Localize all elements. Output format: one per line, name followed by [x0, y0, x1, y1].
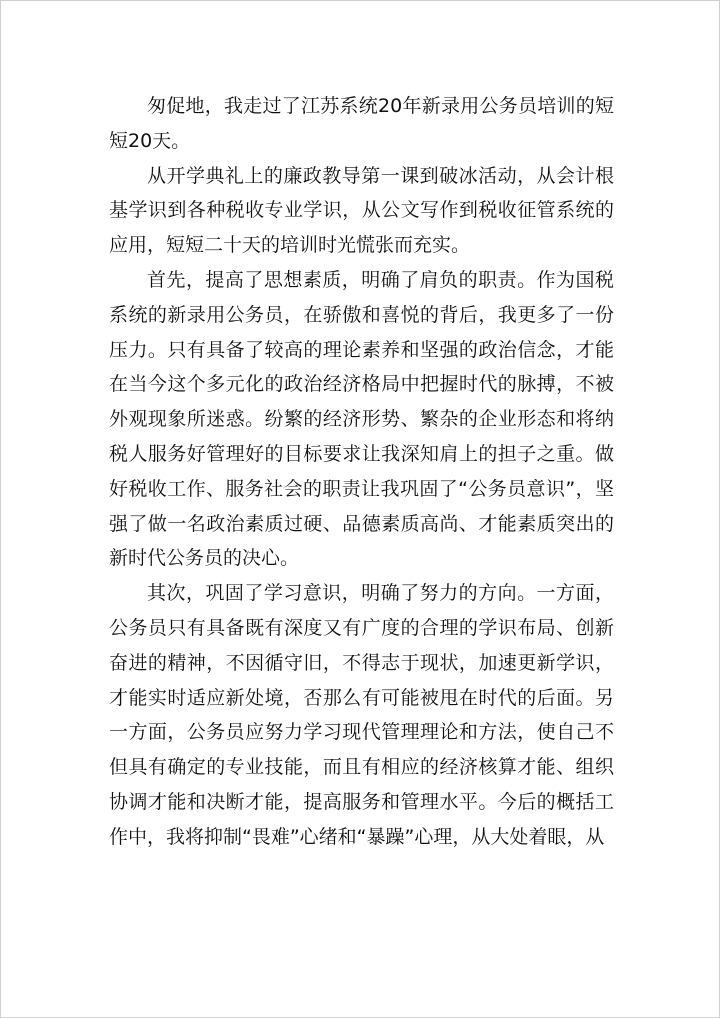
document-body	[109, 89, 614, 855]
paragraph-intro: 匆促地，我走过了江苏系统20年新录用公务员培训的短短20天。	[109, 95, 614, 152]
paragraph-second-point: 其次，巩固了学习意识，明确了努力的方向。一方面，公务员只有具备既有深度又有广度的合理的学识布局、创新奋进的精神，不因循守旧，不得志于现状，加速更新学识，才能实时适应新处境，否那么有可能被甩在时代的后面。另一方面，公务员应努力学习现代管理理论和方法，使自己不但具有确定的专业技能，而且有相应的经济核算才能、组织协调才能和决断才能，提高服务和管理水平。今后的概括工作中，我将抑制“畏难”心绪和“暴躁”心理，从大处着眼，从	[109, 582, 614, 848]
paragraph-training-overview: 从开学典礼上的廉政教导第一课到破冰活动，从会计根基学识到各种税收专业学识，从公文写作到税收征管系统的应用，短短二十天的培训时光慌张而充实。	[109, 164, 614, 257]
paragraph-first-point: 首先，提高了思想素质，明确了肩负的职责。作为国税系统的新录用公务员，在骄傲和喜悦的背后，我更多了一份压力。只有具备了较高的理论素养和坚强的政治信念，才能在当今这个多元化的政治经济格局中把握时代的脉搏，不被外观现象所迷惑。纷繁的经济形势、繁杂的企业形态和将纳税人服务好管理好的目标要求让我深知肩上的担子之重。做好税收工作、服务社会的职责让我巩固了“公务员意识”，坚强了做一名政治素质过硬、品德素质高尚、才能素质突出的新时代公务员的决心。	[109, 268, 614, 570]
